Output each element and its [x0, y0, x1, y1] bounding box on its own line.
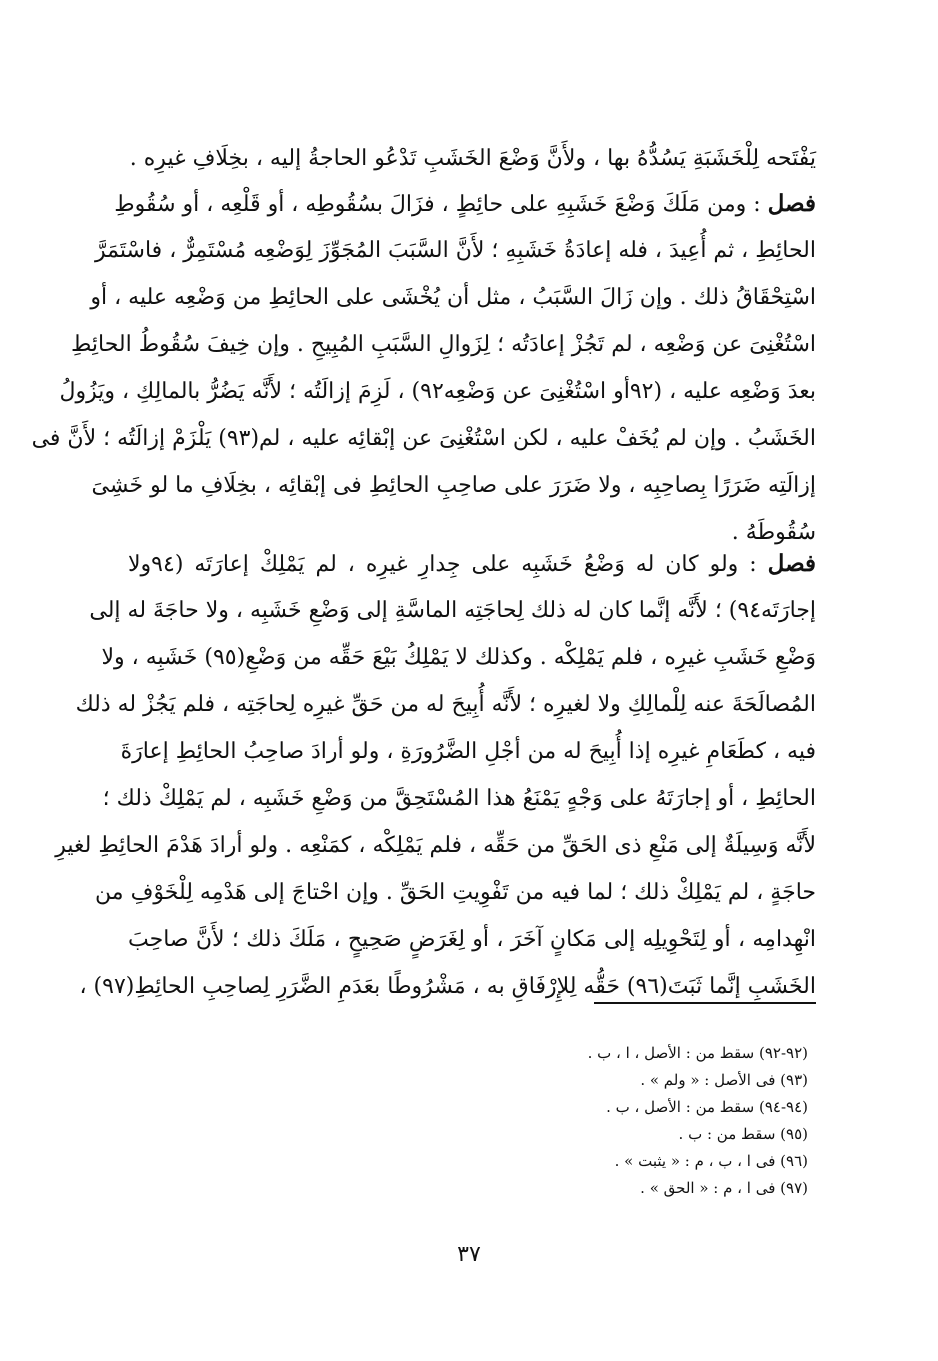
paragraph-continuation [128, 135, 816, 182]
paragraph-fasl-1 [31, 180, 816, 556]
section-label: فصل [767, 550, 817, 577]
text-line [114, 180, 816, 227]
text-line: المُصالَحَةَ عنه لِلْمالِكِ ولا لغيرِه ؛ لأَنَّه أُبِيحَ له من حَقِّ غيرِه لِحاجَتِه ، فلم يَجُزْ له ذلك [75, 692, 816, 717]
footnote: (٩٦) فى ا ، ب ، م : « يثبت » . [614, 1152, 808, 1170]
text-line: بعدَ وَضْعِه عليه ، (٩٢أو اسْتُغْنِىَ عن وَضْعِه٩٢) ، لَزِمَ إزالَتُه ؛ لأَنَّه يَضُرُّ بالمالِكِ ، ويَزُولُ [59, 379, 816, 404]
text-line: الخَشَبُ . وإن لم يُخَفْ عليه ، لكن اسْتُغْنِىَ عن إبْقائِه عليه ، لم(٩٣) يَلْزَمْ إزالَتُه ؛ لأَنَّ فى [31, 426, 816, 451]
footnote: (٩٢-٩٢) سقط من : الأصل ، ا ، ب . [587, 1044, 808, 1062]
text-line: حاجَةٍ ، لم يَمْلِكْ ذلك ؛ لما فيه من تَفْوِيتِ الحَقِّ . وإن احْتاجَ إلى هَدْمِه لِلْخَوْفِ من [95, 880, 816, 905]
footnote: (٩٣) فى الأصل : « ولم » . [640, 1071, 808, 1089]
text-line: الخَشَبِ إنَّما ثَبَتَ(٩٦) حَقُّه لِلإِرْفَاقِ به ، مَشْرُوطًا بعَدَمِ الضَّرَرِ لِصاحِبِ الحائِطِ(٩٧) ، [79, 974, 816, 999]
text-line: الحائِطِ ، أو إجارَتَهُ على وَجْهٍ يَمْنَعُ هذا المُسْتَحِقَّ من وَضْعِ خَشَبِه ، لم يَمْلِكْ ذلك ؛ [102, 786, 816, 811]
text-line: سُقُوطَهُ . [731, 520, 816, 545]
text-line: وَضْعِ خَشَبِ غيرِه ، فلم يَمْلِكْه . وكذلك لا يَمْلِكُ بَيْعَ حَقِّه من وَضْعِ(٩٥) خَشَبِه ، ولا [101, 645, 816, 670]
text-line: الحائِطِ ، ثم أُعِيدَ ، فله إعادَةُ خَشَبِهِ ؛ لأَنَّ السَّبَبَ المُجَوِّزَ لِوَضْعِه مُسْتَمِرٌّ ، فاسْتَمَرَّ [95, 238, 816, 263]
text-line-content: : ولو كان له وَضْعُ خَشَبِه على جِدارِ غيرِه ، لم يَمْلِكْ إعارَتَه (٩٤ولا [128, 552, 757, 577]
text-line: انْهِدامِه ، أو لِتَحْوِيلِه إلى مَكانٍ آخَرَ ، أو لِغَرَضٍ صَحِيحٍ ، مَلَكَ ذلك ؛ لأَنَّ صاحِبَ [128, 927, 816, 952]
text-line-content: : ومن مَلَكَ وَضْعَ خَشَبِهِ على حائِطٍ ، فزَالَ بسُقُوطِه ، أو قَلْعِه ، أو سُقُوطِ [114, 192, 761, 217]
paragraph-fasl-2 [55, 540, 817, 1010]
text-line: يَفْتَحه لِلْخَشَبَةِ يَسُدُّهُ بها ، ولأَنَّ وَضْعَ الخَشَبِ تَدْعُو الحاجةُ إليه ، بخِلَافِ غيرِه . [129, 146, 816, 171]
text-line: لأَنَّه وَسِيلَةٌ إلى مَنْعِ ذى الحَقِّ من حَقِّه ، فلم يَمْلِكْه ، كمَنْعِه . ولو أرادَ هَدْمَ الحائِطِ لغيرِ [55, 833, 816, 858]
text-line: اسْتُغْنِىَ عن وَضْعِه ، لم تَجُزْ إعادَتُه ؛ لِزَوالِ السَّبَبِ المُبِيحِ . وإن خِيفَ سُقُوطُ الحائِطِ [71, 332, 816, 357]
text-line: إزالَتِه ضَرَرًا بِصاحِبِه ، ولا ضَرَرَ على صاحِبِ الحائِطِ فى إبْقائِه ، بخِلَافِ ما لو خَشِىَ [91, 473, 816, 498]
page-number: ٣٧ [457, 1242, 481, 1267]
text-line: اسْتِحْقَاقُ ذلك . وإن زَالَ السَّبَبُ ، مثل أن يُخْشَى على الحائِطِ من وَضْعِه عليه ، أو [90, 285, 816, 310]
footnote: (٩٧) فى ا ، م : « الحق » . [640, 1179, 808, 1197]
footnotes [368, 1040, 808, 1202]
text-line: إجارَتَه٩٤) ؛ لأَنَّه إنَّما كان له ذلك لِحاجَتِه الماسَّةِ إلى وَضْعِ خَشَبِه ، ولا حاجَةَ له إلى [89, 598, 816, 623]
footnote: (٩٤-٩٤) سقط من : الأصل ، ب . [606, 1098, 808, 1116]
text-line [128, 540, 816, 587]
footnote-divider [594, 1002, 816, 1004]
text-line: فيه ، كطَعَامِ غيرِه إذا أُبِيحَ له من أجْلِ الضَّرُورَةِ ، ولو أرادَ صاحِبُ الحائِطِ إعارَةَ [120, 739, 816, 764]
footnote: (٩٥) سقط من : ب . [678, 1125, 808, 1143]
section-label: فصل [767, 190, 816, 217]
